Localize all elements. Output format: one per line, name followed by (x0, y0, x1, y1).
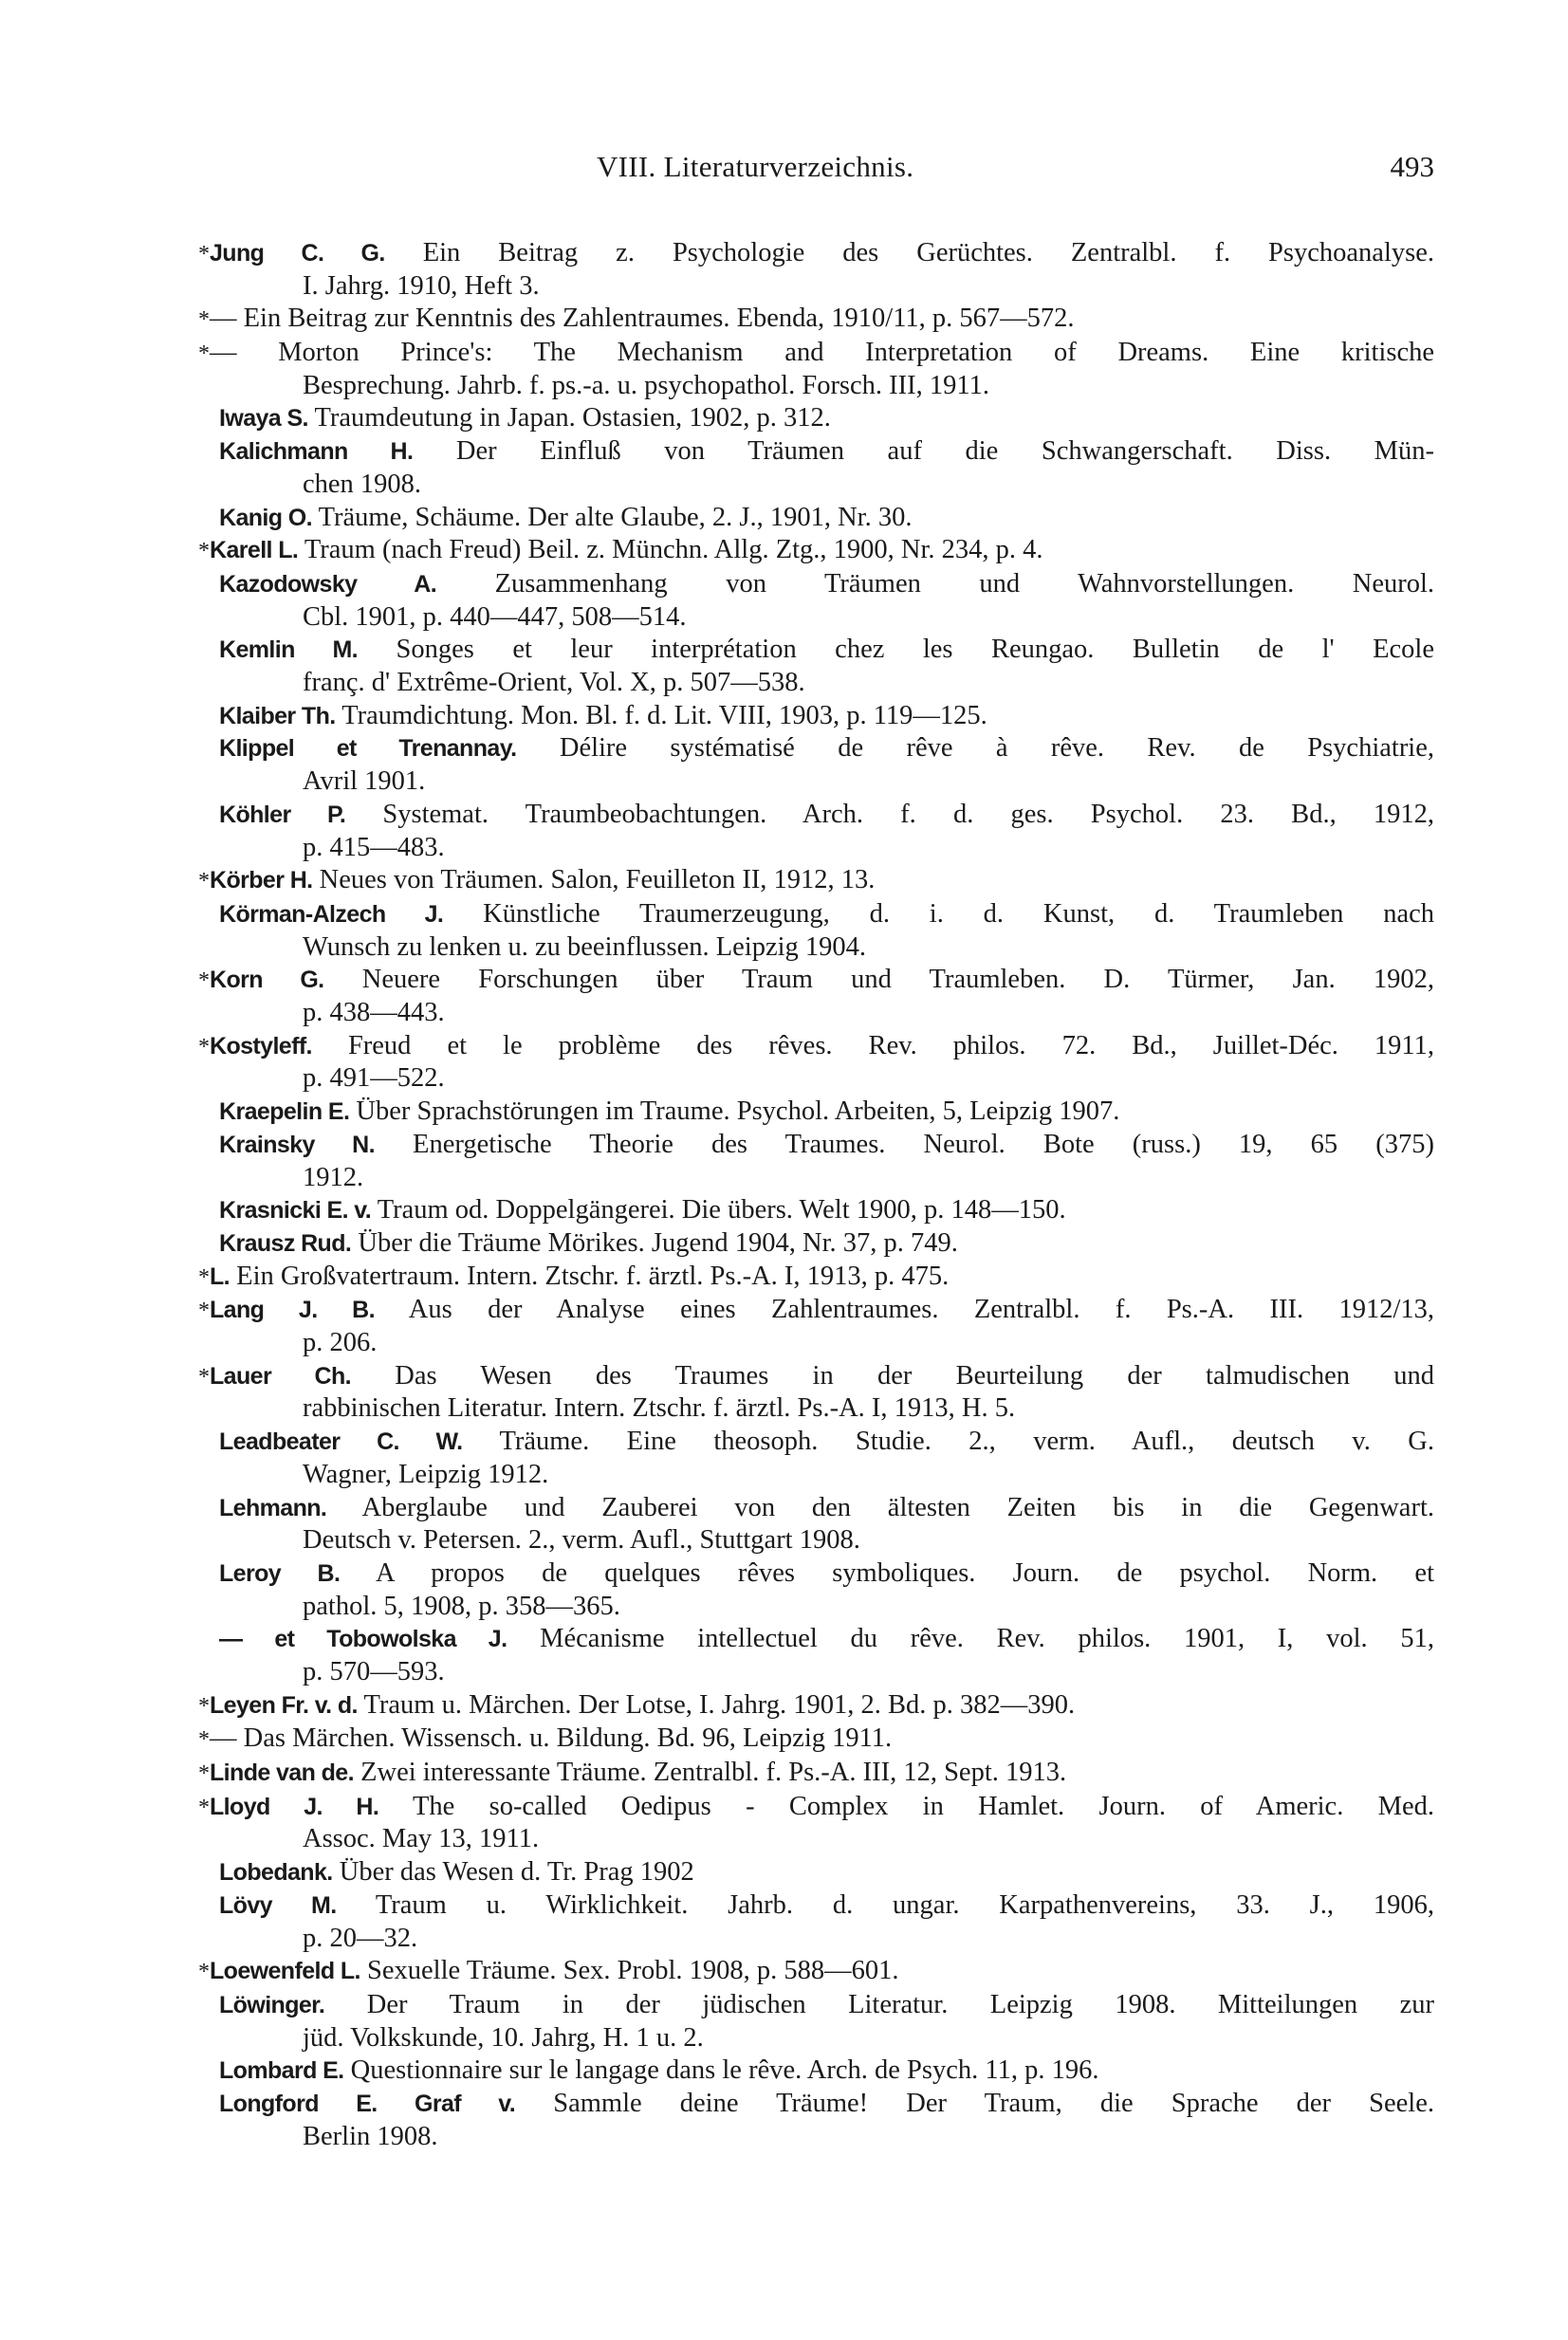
asterisk-marker: * (198, 1795, 210, 1820)
entry-text: pathol. 5, 1908, p. 358—365. (303, 1591, 620, 1621)
entry-author: — (210, 338, 237, 368)
entry-text: Mécanisme intellectuel du rêve. Rev. philos. 1901, I, vol. 51, (540, 1624, 1434, 1654)
entry-continuation-line (198, 1524, 1434, 1557)
entry-text: Avril 1901. (303, 766, 426, 797)
entry-first-line (198, 2054, 1434, 2088)
entry-author: Linde van de. (210, 1760, 354, 1787)
entry-author: Kemlin M. (219, 636, 359, 664)
bibliography-entry (198, 237, 1434, 303)
entry-text: Traumdeutung in Japan. Ostasien, 1902, p. 312. (314, 403, 831, 433)
entry-continuation-line (198, 1923, 1434, 1956)
entry-text: I. Jahrg. 1910, Heft 3. (303, 270, 540, 301)
bibliography-entry (198, 2088, 1434, 2153)
entry-author: Longford E. Graf v. (219, 2091, 516, 2118)
entry-text: Ein Großvatertraum. Intern. Ztschr. f. ärztl. Ps.-A. I, 1913, p. 475. (236, 1261, 950, 1291)
entry-text: Traumdichtung. Mon. Bl. f. d. Lit. VIII, 1903, p. 119—125. (341, 700, 987, 730)
bibliography-entry (198, 1294, 1434, 1359)
entry-continuation-line (198, 765, 1434, 799)
entry-author: Korn G. (210, 967, 324, 994)
bibliography-entry (198, 435, 1434, 501)
entry-first-line (198, 1261, 1434, 1295)
entry-continuation-line (198, 832, 1434, 865)
asterisk-marker: * (198, 539, 210, 564)
entry-continuation-line (198, 1392, 1434, 1426)
bibliography-entry (198, 337, 1434, 402)
entry-first-line (198, 502, 1434, 535)
entry-text: Assoc. May 13, 1911. (303, 1824, 540, 1854)
asterisk-marker: * (198, 869, 210, 894)
entry-continuation-line (198, 370, 1434, 403)
asterisk-marker: * (198, 1364, 210, 1390)
entry-continuation-line (198, 931, 1434, 965)
entry-author: Krausz Rud. (219, 1229, 352, 1257)
entry-author: Lang J. B. (210, 1297, 375, 1324)
entry-first-line (198, 1426, 1434, 1459)
entry-continuation-line (198, 1459, 1434, 1492)
entry-first-line (198, 1030, 1434, 1063)
bibliography-entry (198, 1129, 1434, 1194)
entry-first-line (198, 534, 1434, 568)
entry-author: Lauer Ch. (210, 1362, 352, 1390)
entry-text: Der Einfluß von Träumen auf die Schwangerschaft. Diss. Mün- (455, 436, 1434, 467)
asterisk-marker: * (198, 307, 210, 333)
bibliography-list (198, 237, 1434, 2153)
entry-text: Traum od. Doppelgängerei. Die übers. Welt 1900, p. 148—150. (377, 1195, 1066, 1225)
asterisk-marker: * (198, 1693, 210, 1719)
entry-author: Löwinger. (219, 1991, 325, 2018)
bibliography-entry (198, 1492, 1434, 1557)
entry-first-line (198, 799, 1434, 832)
entry-text: Questionnaire sur le langage dans le rêve. Arch. de Psych. 11, p. 196. (350, 2055, 1099, 2086)
entry-author: Köhler P. (219, 801, 346, 828)
entry-author: Lehmann. (219, 1494, 327, 1521)
entry-text: chen 1908. (303, 469, 422, 499)
entry-first-line (198, 1791, 1434, 1824)
entry-author: Loewenfeld L. (210, 1958, 360, 1985)
entry-text: p. 415—483. (303, 832, 445, 862)
entry-text: Über das Wesen d. Tr. Prag 1902 (339, 1857, 694, 1888)
bibliography-entry (198, 634, 1434, 699)
entry-text: franç. d' Extrême-Orient, Vol. X, p. 507—538. (303, 668, 805, 698)
entry-continuation-line (198, 1162, 1434, 1195)
asterisk-marker: * (198, 1264, 210, 1290)
entry-text: Wunsch zu lenken u. zu beeinflussen. Leipzig 1904. (303, 931, 867, 962)
entry-author: Lobedank. (219, 1859, 333, 1887)
entry-first-line (198, 1856, 1434, 1889)
entry-text: Zusammenhang von Träumen und Wahnvorstellungen. Neurol. (494, 568, 1434, 599)
entry-text: Zwei interessante Träume. Zentralbl. f. Ps.-A. III, 12, Sept. 1913. (360, 1758, 1067, 1788)
entry-text: Traum (nach Freud) Beil. z. Münchn. Allg. Ztg., 1900, Nr. 234, p. 4. (304, 535, 1043, 565)
entry-text: Deutsch v. Petersen. 2., verm. Aufl., Stuttgart 1908. (303, 1525, 860, 1556)
entry-author: Kostyleff. (210, 1032, 312, 1059)
entry-text: Songes et leur interprétation chez les Reungao. Bulletin de l' Ecole (396, 635, 1434, 665)
running-header (198, 150, 1434, 192)
entry-author: Krainsky N. (219, 1131, 375, 1158)
entry-first-line (198, 1623, 1434, 1656)
entry-text: rabbinischen Literatur. Intern. Ztschr. f. ärztl. Ps.-A. I, 1913, H. 5. (303, 1393, 1016, 1424)
entry-continuation-line (198, 469, 1434, 502)
entry-first-line (198, 1557, 1434, 1591)
bibliography-entry (198, 402, 1434, 435)
bibliography-entry (198, 1194, 1434, 1227)
page-number: 493 (1390, 150, 1434, 183)
entry-first-line (198, 700, 1434, 733)
entry-author: Klaiber Th. (219, 702, 336, 729)
entry-first-line (198, 964, 1434, 997)
bibliography-entry (198, 2054, 1434, 2088)
entry-text: The so-called Oedipus - Complex in Hamlet. Journ. of Americ. Med. (412, 1791, 1434, 1821)
entry-continuation-line (198, 270, 1434, 304)
entry-author: Iwaya S. (219, 405, 308, 433)
entry-author: Klippel et Trenannay. (219, 735, 517, 763)
entry-text: Aberglaube und Zauberei von den ältesten Zeiten bis in die Gegenwart. (361, 1492, 1434, 1522)
bibliography-entry (198, 1096, 1434, 1129)
bibliography-entry (198, 1757, 1434, 1791)
entry-first-line (198, 1360, 1434, 1393)
entry-first-line (198, 337, 1434, 370)
entry-continuation-line (198, 601, 1434, 635)
entry-text: Ein Beitrag z. Psychologie des Gerüchtes. Zentralbl. f. Psychoanalyse. (422, 238, 1434, 267)
bibliography-entry (198, 964, 1434, 1029)
entry-text: Berlin 1908. (303, 2121, 438, 2151)
entry-text: Cbl. 1901, p. 440—447, 508—514. (303, 601, 687, 632)
entry-first-line (198, 568, 1434, 601)
entry-text: Über Sprachstörungen im Traume. Psychol. Arbeiten, 5, Leipzig 1907. (356, 1096, 1120, 1127)
entry-first-line (198, 898, 1434, 931)
bibliography-entry (198, 700, 1434, 733)
bibliography-entry (198, 864, 1434, 898)
bibliography-entry (198, 799, 1434, 864)
entry-text: p. 206. (303, 1328, 378, 1358)
entry-text: A propos de quelques rêves symboliques. Journ. de psychol. Norm. et (376, 1557, 1434, 1588)
bibliography-entry (198, 1261, 1434, 1295)
bibliography-entry (198, 732, 1434, 798)
entry-first-line (198, 1194, 1434, 1227)
entry-text: Über die Träume Mörikes. Jugend 1904, Nr. 37, p. 749. (358, 1227, 958, 1258)
entry-continuation-line (198, 2121, 1434, 2154)
entry-first-line (198, 2088, 1434, 2121)
entry-text: Neues von Träumen. Salon, Feuilleton II, 1912, 13. (319, 865, 876, 895)
entry-continuation-line (198, 2022, 1434, 2055)
entry-author: Leroy B. (219, 1559, 341, 1587)
entry-text: Wagner, Leipzig 1912. (303, 1459, 549, 1489)
entry-text: Künstliche Traumerzeugung, d. i. d. Kunst, d. Traumleben nach (483, 898, 1434, 929)
entry-first-line (198, 1227, 1434, 1261)
entry-first-line (198, 1492, 1434, 1525)
entry-first-line (198, 634, 1434, 667)
section-title: VIII. Literaturverzeichnis. (597, 150, 914, 183)
bibliography-entry (198, 1360, 1434, 1426)
entry-text: Sexuelle Träume. Sex. Probl. 1908, p. 588—601. (367, 1956, 899, 1986)
entry-text: Aus der Analyse eines Zahlentraumes. Zentralbl. f. Ps.-A. III. 1912/13, (408, 1295, 1434, 1325)
entry-author: — (210, 1723, 237, 1754)
asterisk-marker: * (198, 1034, 210, 1059)
asterisk-marker: * (198, 242, 210, 267)
entry-text: Besprechung. Jahrb. f. ps.-a. u. psychopathol. Forsch. III, 1911. (303, 370, 989, 400)
bibliography-entry (198, 1689, 1434, 1723)
entry-text: 1912. (303, 1162, 364, 1192)
entry-text: Délire systématisé de rêve à rêve. Rev. de Psychiatrie, (559, 733, 1434, 764)
entry-first-line (198, 1294, 1434, 1327)
bibliography-entry (198, 1723, 1434, 1757)
bibliography-entry (198, 1989, 1434, 2054)
entry-text: p. 20—32. (303, 1923, 418, 1953)
entry-continuation-line (198, 1591, 1434, 1624)
asterisk-marker: * (198, 1727, 210, 1753)
entry-text: Energetische Theorie des Traumes. Neurol. Bote (russ.) 19, 65 (375) (413, 1129, 1434, 1159)
entry-first-line (198, 1989, 1434, 2022)
entry-continuation-line (198, 667, 1434, 700)
entry-text: Träume, Schäume. Der alte Glaube, 2. J., 1901, Nr. 30. (318, 502, 913, 532)
entry-continuation-line (198, 1656, 1434, 1689)
bibliography-entry (198, 898, 1434, 964)
bibliography-entry (198, 1030, 1434, 1096)
entry-author: Kalichmann H. (219, 438, 414, 466)
entry-first-line (198, 1689, 1434, 1723)
entry-text: Das Wesen des Traumes in der Beurteilung der talmudischen und (395, 1360, 1434, 1391)
asterisk-marker: * (198, 341, 210, 367)
entry-author: Karell L. (210, 537, 299, 564)
asterisk-marker: * (198, 968, 210, 994)
bibliography-entry (198, 1623, 1434, 1688)
bibliography-entry (198, 1889, 1434, 1955)
bibliography-entry (198, 1227, 1434, 1261)
asterisk-marker: * (198, 1299, 210, 1324)
entry-continuation-line (198, 1327, 1434, 1360)
entry-first-line (198, 732, 1434, 765)
entry-first-line (198, 402, 1434, 435)
entry-text: jüd. Volkskunde, 10. Jahrg, H. 1 u. 2. (303, 2022, 704, 2053)
entry-text: Traum u. Wirklichkeit. Jahrb. d. ungar. Karpathenvereins, 33. J., 1906, (375, 1889, 1434, 1920)
entry-author: — et Tobowolska J. (219, 1626, 507, 1653)
bibliography-entry (198, 502, 1434, 535)
entry-text: Das Märchen. Wissensch. u. Bildung. Bd. 96, Leipzig 1911. (243, 1723, 893, 1754)
entry-first-line (198, 435, 1434, 469)
entry-author: Krasnicki E. v. (219, 1197, 372, 1225)
entry-first-line (198, 303, 1434, 337)
entry-first-line (198, 1096, 1434, 1129)
entry-text: Morton Prince's: The Mechanism and Interpretation of Dreams. Eine kritische (278, 338, 1434, 368)
entry-author: Kanig O. (219, 504, 312, 531)
entry-author: Lombard E. (219, 2057, 344, 2085)
entry-text: Systemat. Traumbeobachtungen. Arch. f. d. ges. Psychol. 23. Bd., 1912, (382, 799, 1434, 829)
asterisk-marker: * (198, 1761, 210, 1787)
entry-first-line (198, 1723, 1434, 1757)
entry-author: Körber H. (210, 867, 313, 894)
entry-author: Körman-Alzech J. (219, 900, 444, 928)
entry-first-line (198, 1757, 1434, 1791)
entry-first-line (198, 1889, 1434, 1923)
bibliography-entry (198, 1856, 1434, 1889)
entry-author: L. (210, 1262, 231, 1290)
entry-text: Neuere Forschungen über Traum und Traumleben. D. Türmer, Jan. 1902, (361, 965, 1434, 995)
bibliography-entry (198, 1955, 1434, 1989)
bibliography-entry (198, 1426, 1434, 1491)
entry-author: Jung C. G. (210, 240, 385, 267)
entry-text: p. 570—593. (303, 1656, 445, 1686)
entry-text: Träume. Eine theosoph. Studie. 2., verm. Aufl., deutsch v. G. (499, 1427, 1434, 1457)
entry-text: Freud et le problème des rêves. Rev. philos. 72. Bd., Juillet-Déc. 1911, (347, 1030, 1434, 1060)
entry-text: Traum u. Märchen. Der Lotse, I. Jahrg. 1901, 2. Bd. p. 382—390. (363, 1689, 1076, 1720)
entry-author: Leyen Fr. v. d. (210, 1691, 358, 1719)
entry-author: — (210, 304, 237, 334)
entry-author: Kraepelin E. (219, 1098, 350, 1126)
entry-text: Der Traum in der jüdischen Literatur. Leipzig 1908. Mitteilungen zur (366, 1989, 1434, 2019)
entry-author: Lloyd J. H. (210, 1793, 379, 1820)
entry-first-line (198, 1955, 1434, 1989)
entry-author: Kazodowsky A. (219, 570, 437, 598)
bibliography-entry (198, 1557, 1434, 1623)
entry-text: Sammle deine Träume! Der Traum, die Sprache der Seele. (553, 2089, 1434, 2119)
entry-first-line (198, 237, 1434, 270)
entry-author: Leadbeater C. W. (219, 1428, 463, 1456)
entry-continuation-line (198, 997, 1434, 1030)
entry-first-line (198, 1129, 1434, 1162)
asterisk-marker: * (198, 1960, 210, 1985)
entry-author: Lövy M. (219, 1891, 337, 1919)
bibliography-entry (198, 534, 1434, 568)
entry-text: p. 491—522. (303, 1063, 445, 1094)
bibliography-entry (198, 303, 1434, 337)
entry-text: p. 438—443. (303, 998, 445, 1028)
entry-first-line (198, 864, 1434, 898)
bibliography-entry (198, 1791, 1434, 1856)
bibliography-entry (198, 568, 1434, 634)
entry-text: Ein Beitrag zur Kenntnis des Zahlentraumes. Ebenda, 1910/11, p. 567—572. (243, 304, 1075, 334)
entry-continuation-line (198, 1823, 1434, 1856)
entry-continuation-line (198, 1062, 1434, 1096)
